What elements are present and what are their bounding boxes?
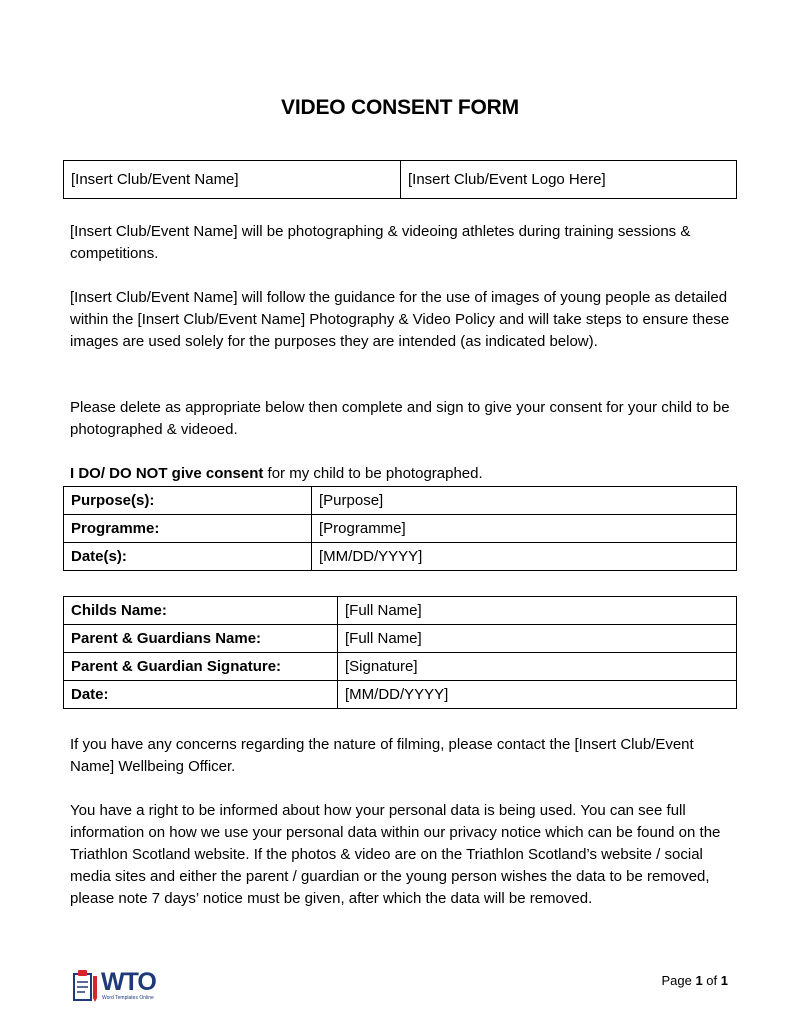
- date-field[interactable]: [MM/DD/YYYY]: [338, 681, 737, 709]
- guardian-signature-field[interactable]: [Signature]: [338, 653, 737, 681]
- page-total: 1: [720, 973, 728, 988]
- guardian-signature-label: Parent & Guardian Signature:: [64, 653, 338, 681]
- dates-field[interactable]: [MM/DD/YYYY]: [312, 543, 737, 571]
- date-label: Date:: [64, 681, 338, 709]
- dates-label: Date(s):: [64, 543, 312, 571]
- table-row: [64, 681, 737, 709]
- page-prefix: Page: [661, 973, 696, 988]
- table-row: [64, 653, 737, 681]
- table-row: [64, 487, 737, 515]
- concerns-paragraph: If you have any concerns regarding the nature of filming, please contact the [Insert Club/Event Name] Wellbeing Officer.: [70, 736, 694, 775]
- table-row: [64, 597, 737, 625]
- form-title: VIDEO CONSENT FORM: [281, 96, 519, 119]
- consent-statement: [70, 463, 735, 485]
- purpose-field[interactable]: [Purpose]: [312, 487, 737, 515]
- child-name-label: Childs Name:: [64, 597, 338, 625]
- logo-wordmark: WTO: [101, 968, 156, 996]
- child-details-table: [63, 596, 737, 709]
- page-current: 1: [695, 973, 703, 988]
- purpose-label: Purpose(s):: [64, 487, 312, 515]
- guardian-name-field[interactable]: [Full Name]: [338, 625, 737, 653]
- intro-paragraph: [Insert Club/Event Name] will be photographing & videoing athletes during training sessions & competitions.: [70, 223, 691, 262]
- logo-tagline: Word Templates Online: [102, 995, 154, 1001]
- privacy-paragraph: You have a right to be informed about how your personal data is being used. You can see full information on how we use your personal data within our privacy notice which can be found on the Triathlon Scotland website. If the photos & video are on the Triathlon Scotland’s website / social media sites and either the parent / guardian or the young person wishes the data to be removed, please note 7 days’ notice must be given, after which the data will be removed.: [70, 802, 721, 907]
- consent-choice[interactable]: I DO/ DO NOT give consent: [70, 465, 264, 482]
- table-row: [64, 625, 737, 653]
- consent-details-table: [63, 486, 737, 571]
- guidance-paragraph: [Insert Club/Event Name] will follow the guidance for the use of images of young people as detailed within the [Insert Club/Event Name] Photography & Video Policy and will take steps to ensure these images are used solely for the purposes they are intended (as indicated below).: [70, 289, 730, 350]
- logo-placeholder-cell[interactable]: [Insert Club/Event Logo Here]: [401, 161, 737, 199]
- programme-field[interactable]: [Programme]: [312, 515, 737, 543]
- header-table: [63, 160, 737, 199]
- table-row: [64, 515, 737, 543]
- table-row: [64, 543, 737, 571]
- document-icon: [71, 968, 99, 1004]
- guardian-name-label: Parent & Guardians Name:: [64, 625, 338, 653]
- page-mid: of: [702, 973, 721, 988]
- page-number: [661, 973, 728, 988]
- club-name-cell[interactable]: [Insert Club/Event Name]: [64, 161, 401, 199]
- wto-logo: [71, 967, 181, 1005]
- instructions-paragraph: Please delete as appropriate below then complete and sign to give your consent for your child to be photographed & videoed.: [70, 399, 730, 438]
- programme-label: Programme:: [64, 515, 312, 543]
- consent-statement-rest: for my child to be photographed.: [263, 465, 483, 482]
- child-name-field[interactable]: [Full Name]: [338, 597, 737, 625]
